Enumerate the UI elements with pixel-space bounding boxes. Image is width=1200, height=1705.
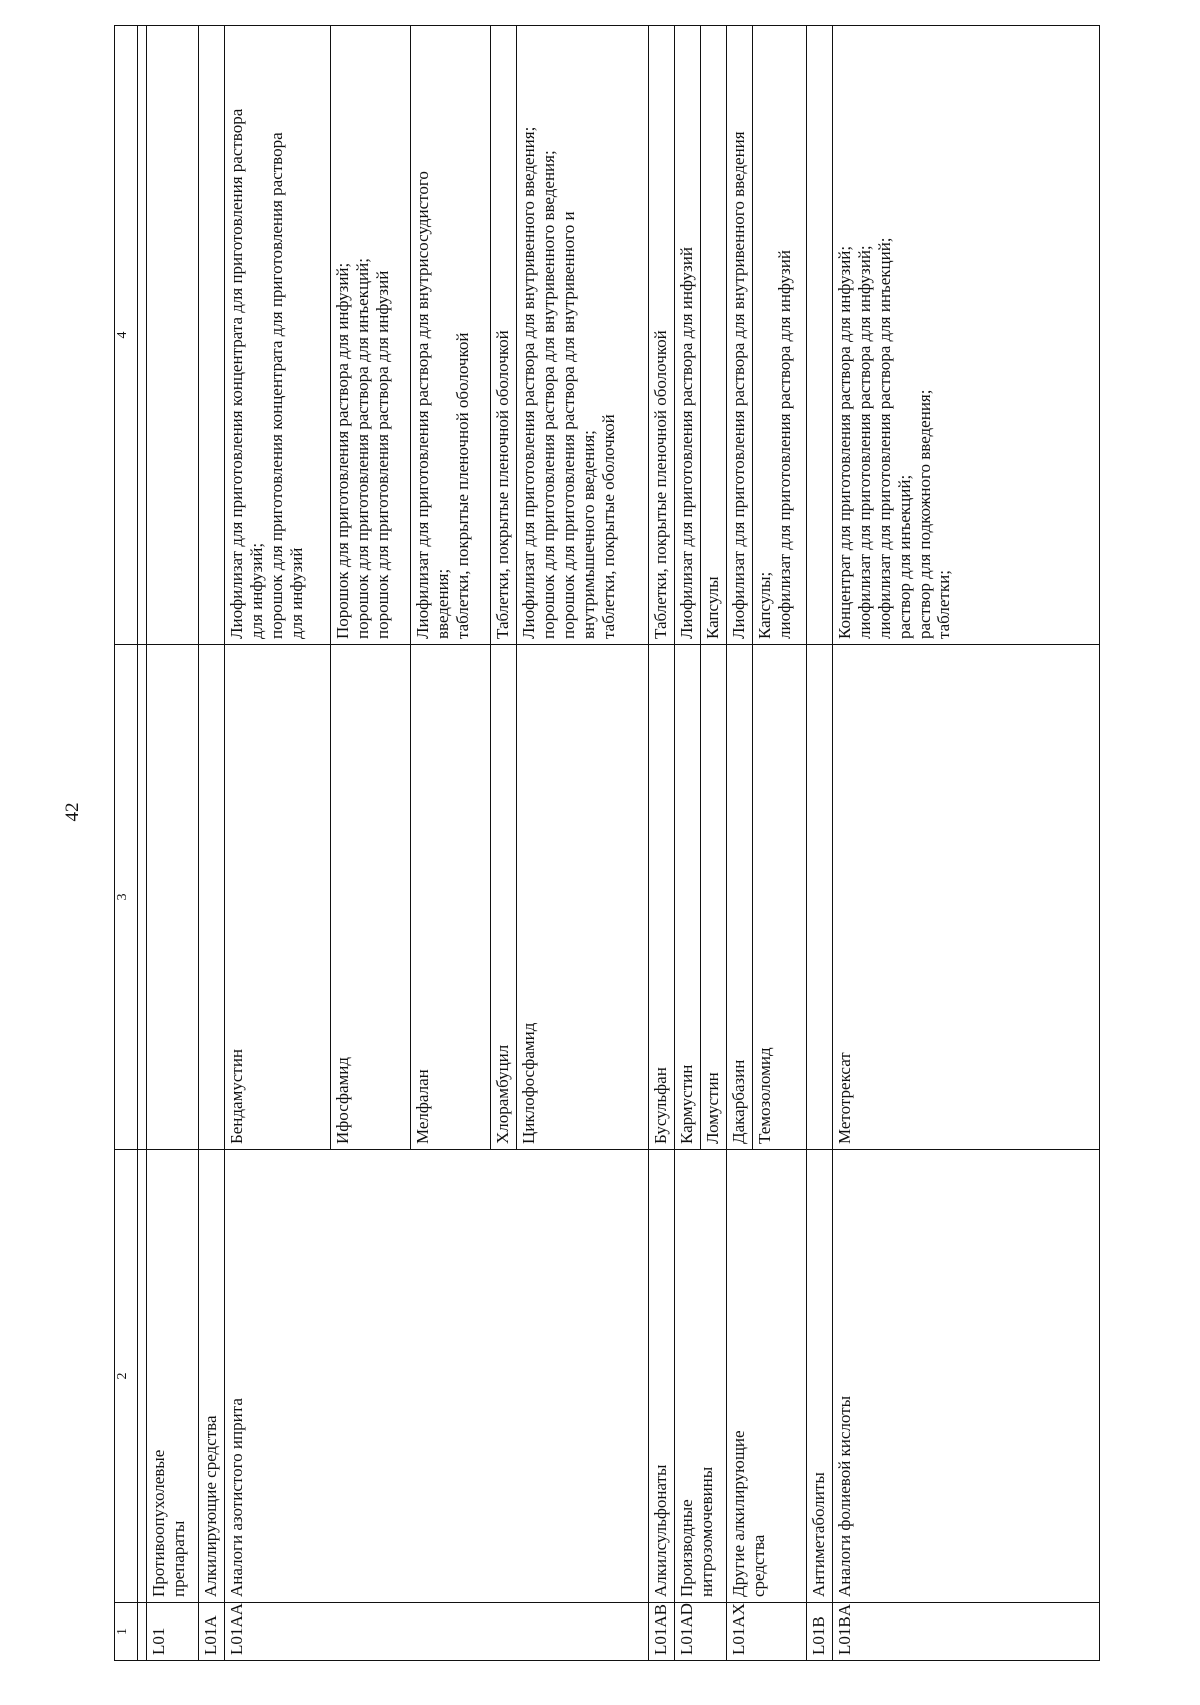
table-row [225, 26, 331, 1661]
drug-name: Хлорамбуцил [491, 645, 517, 1150]
dosage-forms [491, 26, 517, 645]
dosage-form-line: Капсулы [703, 576, 722, 639]
dosage-form-line: таблетки; [934, 570, 954, 639]
drug-name: Ифосфамид [331, 645, 411, 1150]
column-number-row [115, 26, 138, 1661]
group-name: Аналоги фолиевой кислоты [833, 1150, 1100, 1603]
dosage-forms [411, 26, 491, 645]
dosage-form-line: порошок для приготовления раствора для инъекций; [352, 258, 372, 639]
dosage-form-line: введения; [432, 568, 452, 639]
dosage-forms [147, 26, 199, 645]
table-row [675, 26, 701, 1661]
atc-code: L01AX [727, 1603, 807, 1661]
spacer-row [138, 26, 147, 1661]
dosage-form-line: порошок для приготовления раствора для внутривенного и [558, 211, 578, 639]
drug-name: Темозоломид [753, 645, 807, 1150]
dosage-forms [727, 26, 753, 645]
table-row [833, 26, 1100, 1661]
dosage-form-line: лиофилизат для приготовления раствора для инфузий [774, 250, 794, 639]
dosage-forms [833, 26, 1100, 645]
atc-code: L01AB [649, 1603, 675, 1661]
atc-code: L01 [147, 1603, 199, 1661]
dosage-form-line: таблетки, покрытые оболочкой [598, 414, 618, 639]
dosage-forms [807, 26, 833, 645]
drug-name: Ломустин [701, 645, 727, 1150]
dosage-form-line: для инфузий [286, 547, 306, 639]
dosage-forms [199, 26, 225, 645]
drug-name [807, 645, 833, 1150]
dosage-form-line: Лиофилизат для приготовления раствора для внутривенного введения; [519, 126, 538, 639]
dosage-form-line: Лиофилизат для приготовления раствора для инфузий [677, 247, 696, 639]
column-number: 2 [115, 1150, 138, 1603]
table-row [147, 26, 199, 1661]
group-name: Противоопухолевые препараты [147, 1150, 199, 1603]
drug-name: Бусульфан [649, 645, 675, 1150]
medication-table [114, 25, 1100, 1661]
dosage-form-line: для инфузий; [246, 542, 266, 639]
group-name: Аналоги азотистого иприта [225, 1150, 649, 1603]
table-row [727, 26, 753, 1661]
column-number: 1 [115, 1603, 138, 1661]
dosage-forms [517, 26, 649, 645]
table-container [114, 26, 1100, 1661]
group-name: Алкилсульфонаты [649, 1150, 675, 1603]
table-row [649, 26, 675, 1661]
column-number: 4 [115, 26, 138, 645]
column-number: 3 [115, 645, 138, 1150]
dosage-form-line: Лиофилизат для приготовления концентрата для приготовления раствора [227, 108, 246, 639]
dosage-form-line: порошок для приготовления раствора для инфузий [372, 270, 392, 639]
dosage-forms [649, 26, 675, 645]
atc-code: L01AD [675, 1603, 727, 1661]
dosage-form-line: Капсулы; [755, 571, 774, 639]
atc-code: L01AA [225, 1603, 649, 1661]
table-row [199, 26, 225, 1661]
drug-name: Кармустин [675, 645, 701, 1150]
group-name: Производные нитрозомочевины [675, 1150, 727, 1603]
dosage-form-line: Концентрат для приготовления раствора для инфузий; [835, 245, 854, 639]
dosage-form-line: лиофилизат для приготовления раствора для инфузий; [854, 245, 874, 639]
group-name: Другие алкилирующие средства [727, 1150, 807, 1603]
dosage-form-line: таблетки, покрытые пленочной оболочкой [452, 332, 472, 639]
drug-name: Метотрексат [833, 645, 1100, 1150]
atc-code: L01BA [833, 1603, 1100, 1661]
table-row [807, 26, 833, 1661]
dosage-form-line: Лиофилизат для приготовления раствора для внутрисосудистого [413, 171, 432, 639]
dosage-forms [701, 26, 727, 645]
dosage-form-line: Таблетки, покрытые пленочной оболочкой [651, 330, 670, 639]
atc-code: L01B [807, 1603, 833, 1661]
page-number: 42 [62, 802, 83, 822]
dosage-forms [225, 26, 331, 645]
drug-name: Мелфалан [411, 645, 491, 1150]
atc-code: L01A [199, 1603, 225, 1661]
drug-name: Бендамустин [225, 645, 331, 1150]
dosage-form-line: лиофилизат для приготовления раствора для инъекций; [874, 237, 894, 639]
dosage-form-line: Порошок для приготовления раствора для инфузий; [333, 262, 352, 639]
dosage-forms [753, 26, 807, 645]
drug-name: Циклофосфамид [517, 645, 649, 1150]
group-name: Алкилирующие средства [199, 1150, 225, 1603]
dosage-form-line: внутримышечного введения; [578, 430, 598, 639]
dosage-forms [675, 26, 701, 645]
dosage-form-line: Лиофилизат для приготовления раствора для внутривенного введения [729, 131, 748, 639]
dosage-form-line: порошок для приготовления раствора для внутривенного введения; [538, 150, 558, 639]
dosage-form-line: раствор для инъекций; [894, 474, 914, 639]
drug-name [147, 645, 199, 1150]
dosage-form-line: раствор для подкожного введения; [914, 389, 934, 639]
group-name: Антиметаболиты [807, 1150, 833, 1603]
dosage-form-line: порошок для приготовления концентрата для приготовления раствора [266, 132, 286, 639]
dosage-form-line: Таблетки, покрытые пленочной оболочкой [493, 330, 512, 639]
drug-name [199, 645, 225, 1150]
dosage-forms [331, 26, 411, 645]
drug-name: Дакарбазин [727, 645, 753, 1150]
